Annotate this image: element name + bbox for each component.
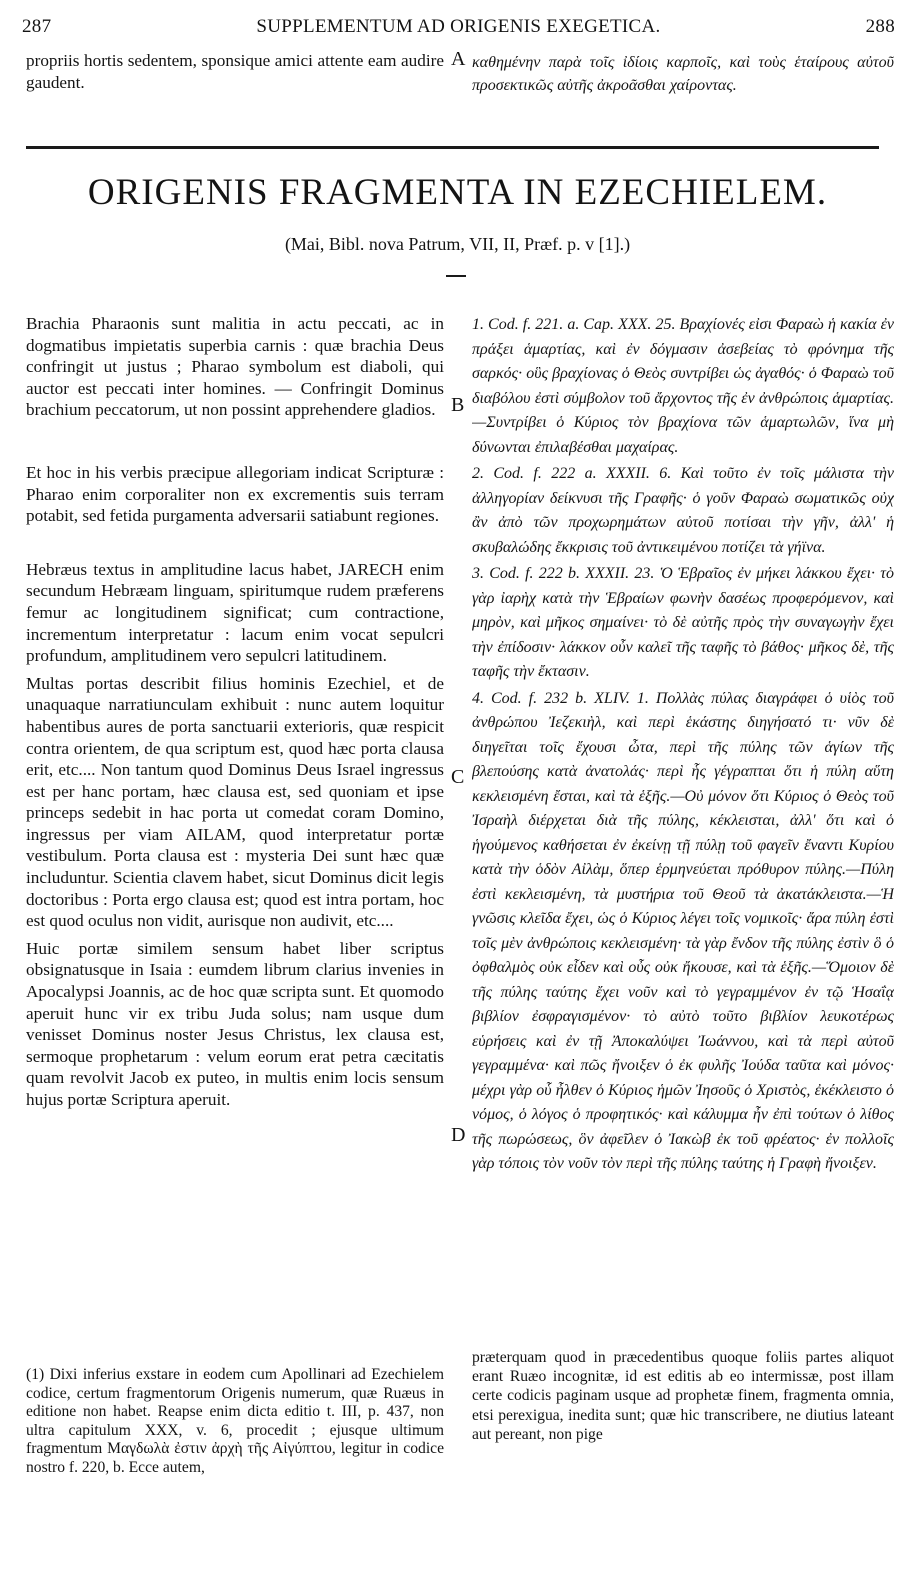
top-latin-paragraph: propriis hortis sedentem, sponsique amici attente eam audire gaudent. — [26, 51, 444, 92]
running-header — [22, 16, 895, 42]
greek-paragraph: 2. Cod. f. 222 a. XXXII. 6. Καὶ τοῦτο ἐν τοῖς μάλιστα τὴν ἀλληγορίαν δείκνυσι τῆς Γραφῆς· ὁ γοῦν Φαραὼ σωματικῶς οὐχ ἂν ἀπὸ τῶν προχωρημάτων αὐτοῦ ποτίσαι τὴν γῆν, ἀλλ' ἡ σκυβαλώδης ἔκκρισις τοῦ ἀντικειμένου ποτίζει τὰ γήϊνα. — [472, 465, 894, 556]
top-greek-text — [472, 52, 894, 97]
greek-paragraph: 1. Cod. f. 221. a. Cap. XXX. 25. Βραχίονές εἰσι Φαραὼ ἡ κακία ἐν πράξει ἁμαρτίας, καὶ ἐν δόγμασιν ἀσεβείας τὸ φρόνημα τῆς σαρκός· οὓς βραχίονας ὁ Θεὸς συντρίβει ὡς ἀγαθός· ὁ Φαραὼ τοῦ διαβόλου ἐστὶ σύμβολον τοῦ ἄρχοντος τῆς ἐν ἀνθρώποις ἁμαρτίας.—Συντρίβει ὁ Κύριος τὸν βραχίονα τῶν ἁμαρτωλῶν, ἵνα μὴ δύνωνται ἐπιλαβέσθαι μαχαίρας. — [472, 316, 894, 456]
margin-letter-d: D — [451, 1124, 466, 1146]
page-number-right: 288 — [865, 16, 895, 37]
latin-column — [26, 313, 444, 1323]
title-rule — [446, 275, 466, 277]
greek-paragraph: 3. Cod. f. 222 b. XXXII. 23. Ὁ Ἑβραῖος ἐν μήκει λάκκου ἔχει· τὸ γὰρ ἰαρὴχ κατὰ τὴν Ἑβραίων φωνὴν δασέως προφερόμενον, καὶ μηρὸν, καὶ μῆκος σημαίνει· τὸ δὲ αὐτῆς πρὸς τὴν συναγωγὴν ἔχει τὴν ἐπίδοσιν· λάκκον οὖν καλεῖ τῆς ταφῆς τὸ βάθος· μῆκος δὲ, τῆς ταφῆς τὴν ἔκτασιν. — [472, 565, 894, 680]
footnote — [26, 1366, 444, 1478]
margin-letter-a: A — [451, 48, 466, 70]
greek-column — [472, 313, 894, 1343]
latin-paragraph: Brachia Pharaonis sunt malitia in actu peccati, ac in dogmatibus impietatis superbia carnis : quæ brachia Deus confringit ut justus ; Pharao symbolum est diaboli, qui auctor est peccati inter homines. — Confringit Dominus brachium peccatorum, ut non possint apprehendere gladios. — [26, 314, 444, 420]
page-title: ORIGENIS FRAGMENTA IN EZECHIELEM. — [87, 172, 828, 213]
running-title: SUPPLEMENTUM AD ORIGENIS EXEGETICA. — [256, 16, 661, 37]
latin-paragraph: Multas portas describit filius hominis Ezechiel, et de unaquaque narratiunculam exhibuit : nunc autem loquitur habentibus aures de porta sanctuarii exterioris, quæ respicit contra orientem, de qua scriptum est, quod hæc porta clausa erit, etc.... Non tantum quod Dominus Deus Israel ingressus est per hanc portam, hæc clausa est, sed quoniam et ipse princeps sedebit in hac porta ut comedat coram Domino, ingressus per viam AILAM, quod interpretatur portæ vestibulum. Porta clausa est : mysteria Dei sunt hæc quæ includuntur. Scientia clavem habet, sicut Dominus dicit legis doctoribus : Porta ergo clausa est; quod est intra portam, hoc est quod oculus non vidit, aurisque non audivit, etc.... — [26, 673, 444, 931]
latin-paragraph: Et hoc in his verbis præcipue allegoriam indicat Scripturæ : Pharao enim corporaliter non ex excrementis suis terram potabit, sed fetida purgamenta adversarii satiabunt regiones. — [26, 462, 444, 526]
latin-paragraph: Huic portæ similem sensum habet liber scriptus obsignatusque in Isaia : eumdem librum clarius invenies in Apocalypsi Joannis, ac de hoc quæ scripta sunt. Et quomodo aperuit hunc vir ex tribu Juda solus; nam usque dum venisset Dominus noster Jesus Christus, lex clausa est, sermoque prophetarum : velum eorum erat petra cæcitatis quam revolvit Jacob ex puteo, in multis enim locis sensum hujus portæ Scriptura aperuit. — [26, 938, 444, 1109]
footnote-continuation-text: præterquam quod in præcedentibus quoque foliis partes aliquot erant Ruæo incognitæ, id est editis ab eo intermissæ, post illam certe codicis paginam usque ad prophetæ finem, fragmenta omnia, etsi perexigua, inedita sunt; quæ hic transcribere, ne diutius lateant aut pereant, non pige — [472, 1349, 894, 1443]
top-latin-text — [26, 50, 444, 93]
footnote-continuation — [472, 1348, 894, 1444]
footnote-text: (1) Dixi inferius exstare in eodem cum Apollinari ad Ezechielem codice, certum fragmentorum Origenis numerum, quæ Ruæus in editione non habet. Reapse enim dicta editio t. III, p. 437, non ultra capitulum XXX, v. 6, procedit ; ejusque ultimum fragmentum Μαγδωλὰ ἐστιν ἀρχὴ τῆς Αἰγύπτου, legitur in codice nostro f. 220, b. Ecce autem, — [26, 1366, 444, 1476]
top-greek-paragraph: καθημένην παρὰ τοῖς ἰδίοις καρποῖς, καὶ τοὺς ἑταίρους αὐτοῦ προσεκτικῶς αὐτῆς ἀκροᾶσθαι χαίροντας. — [472, 54, 894, 94]
latin-paragraph: Hebræus textus in amplitudine lacus habet, JARECH enim secundum Hebræam linguam, spiritumque rudem præferens femur ac longitudinem significat; cum contractione, incrementum interpretatur : lacum enim vocat sepulcri profundum, amplitudinem vero sepulcri latitudinem. — [26, 559, 444, 666]
greek-paragraph: 4. Cod. f. 232 b. XLIV. 1. Πολλὰς πύλας διαγράφει ὁ υἱὸς τοῦ ἀνθρώπου Ἰεζεκιὴλ, καὶ περὶ ἑκάστης διηγήσατό τι· νῦν δὲ διηγεῖται τοῖς ἔχουσι ὦτα, περὶ τῆς πύλης τῶν ἁγίων τῆς βλεπούσης κατὰ ἀνατολάς· περὶ ἧς γέγραπται ὅτι ἡ πύλη αὕτη κεκλεισμένη ἔσται, καὶ τὰ ἑξῆς.—Οὐ μόνον ὅτι Κύριος ὁ Θεὸς τοῦ Ἰσραὴλ διέρχεται διὰ τῆς πύλης, κέκλεισται, ἀλλ' ὅτι καὶ ὁ ἡγούμενος καθήσεται ἐν ἐκείνῃ τῇ πύλῃ τοῦ φαγεῖν ἔναντι Κυρίου κατὰ τὴν ὁδὸν Αἰλὰμ, ὅπερ ἑρμηνεύεται πρόθυρον πύλης.—Πύλη ἐστὶ κεκλεισμένη, τὰ μυστήρια τοῦ Θεοῦ τὰ ἀκατάκλειστα.—Ἡ γνῶσις κλεῖδα ἔχει, ὡς ὁ Κύριος λέγει τοῖς νομικοῖς· ἄρα πύλη ἐστὶ τοῖς μὲν ἀνθρώποις κεκλεισμένη· τὰ γὰρ ἔνδον τῆς πύλης ἐστὶν ὃ ὁ ὀφθαλμὸς οὐκ εἶδεν καὶ οὖς οὐκ ἤκουσε, καὶ τὰ ἑξῆς.—Ὅμοιον δὲ τῆς πύλης ταύτης ἔχει νοῦν καὶ τὸ γεγραμμένον ἐν τῷ Ἡσαΐᾳ βιβλίον ἐσφραγισμένον· τὸ αὐτὸ τοῦτο βιβλίον λευκοτέρως εὑρήσεις καὶ ἐν τῇ Ἀποκαλύψει Ἰωάννου, καὶ τὰ περὶ αὐτοῦ γεγραμμένα· καὶ πῶς ἤνοιξεν ὁ ἐκ φυλῆς Ἰούδα ταῦτα καὶ μόνος· μέχρι γὰρ οὗ ἦλθεν ὁ Κύριος ἡμῶν Ἰησοῦς ὁ Χριστὸς, ἐκέκλειστο ὁ νόμος, ὁ λόγος ὁ προφητικός· καὶ κάλυμμα ἦν ἐπὶ τούτων ὁ λίθος τῆς πωρώσεως, ὃν ἀφεῖλεν ὁ Ἰακὼβ ἐκ τοῦ φρέατος· ἐν πολλοῖς γὰρ τόποις τὸν νοῦν τὸν περὶ τῆς πύλης ταύτης ἡ Γραφὴ ἤνοιξεν. — [472, 689, 894, 1172]
section-divider — [26, 146, 879, 149]
page-number-left: 287 — [22, 16, 52, 37]
margin-letter-b: B — [451, 394, 465, 416]
margin-letter-c: C — [451, 766, 465, 788]
source-citation: (Mai, Bibl. nova Patrum, VII, II, Præf. p. v [1].) — [284, 234, 631, 254]
